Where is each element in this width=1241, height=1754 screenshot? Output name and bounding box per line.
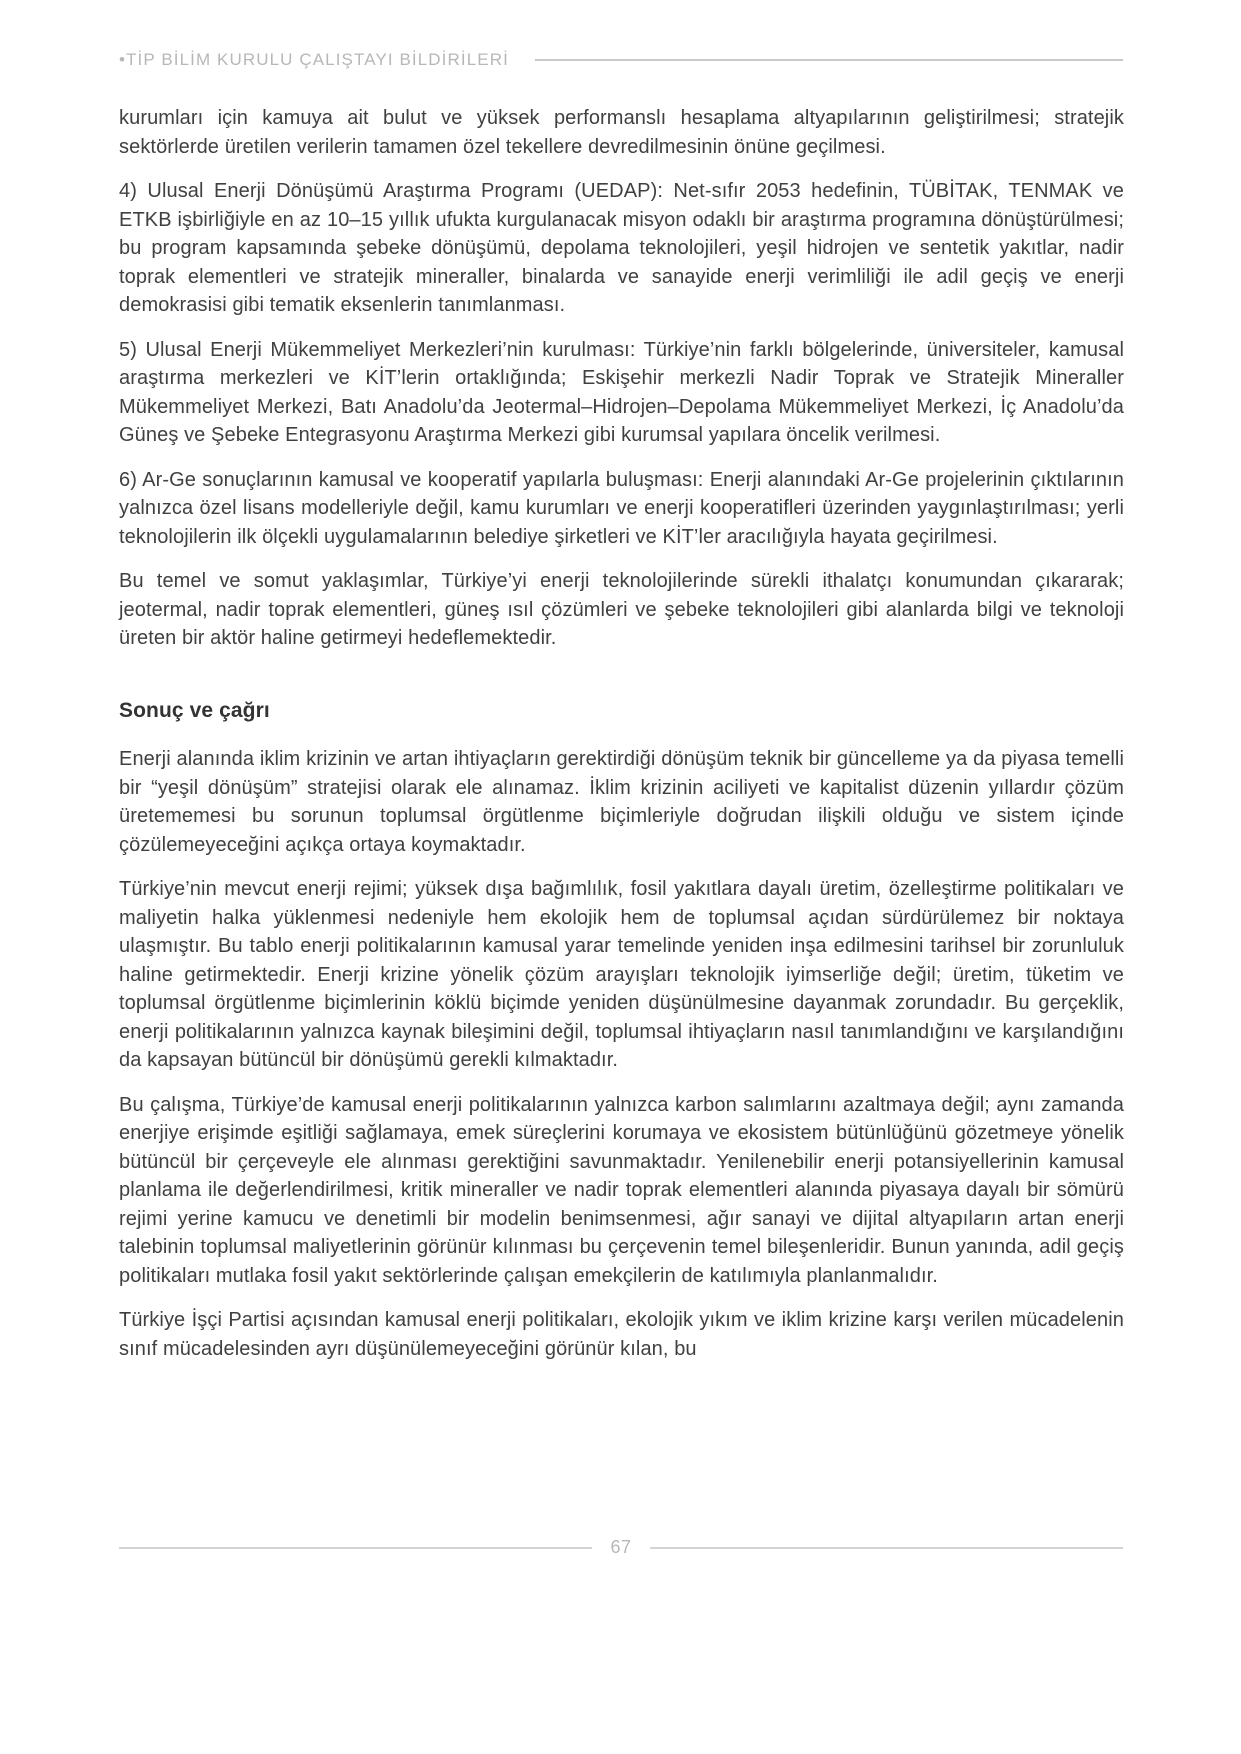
header-rule [535,59,1123,61]
paragraph-continued: kurumları için kamuya ait bulut ve yüksek performanslı hesaplama altyapılarının geliştirilmesi; stratejik sektörlerde üretilen verilerin tamamen özel tekellere devredilmesinin önüne geçilmesi. [119,107,1124,158]
paragraph-item-4: 4) Ulusal Enerji Dönüşümü Araştırma Programı (UEDAP): Net-sıfır 2053 hedefinin, TÜBİTAK, TENMAK ve ETKB işbirliğiyle en az 10–15 yıllık ufukta kurgulanacak misyon odaklı bir araştırma programına dönüştürülmesi; bu program kapsamında şebeke dönüşümü, depolama teknolojileri, yeşil hidrojen ve sentetik yakıtlar, nadir toprak elementleri ve stratejik mineraller, binalarda ve sanayide enerji verimliliği ile adil geçiş ve enerji demokrasisi gibi tematik eksenlerin tanımlanması. [119,180,1124,316]
paragraph-conclusion-2: Türkiye’nin mevcut enerji rejimi; yüksek dışa bağımlılık, fosil yakıtlara dayalı üretim, özelleştirme politikaları ve maliyetin halka yüklenmesi nedeniyle hem ekolojik hem de toplumsal açıdan sürdürülemez bir noktaya ulaşmıştır. Bu tablo enerji politikalarının kamusal yarar temelinde yeniden inşa edilmesini tarihsel bir zorunluluk haline getirmektedir. Enerji krizine yönelik çözüm arayışları teknolojik iyimserliğe değil; üretim, tüketim ve toplumsal örgütlenme biçimlerinin köklü biçimde yeniden düşünülmesine dayanmak zorundadır. Bu gerçeklik, enerji politikalarının yalnızca kaynak bileşimini değil, toplumsal ihtiyaçların nasıl tanımlandığını ve karşılandığını da kapsayan bütüncül bir dönüşümü gerekli kılmaktadır. [119,878,1124,1071]
page-footer [119,1537,1123,1558]
page-number: 67 [610,1537,632,1557]
paragraph-conclusion-4: Türkiye İşçi Partisi açısından kamusal enerji politikaları, ekolojik yıkım ve iklim krizine karşı verilen mücadelenin sınıf mücadelesinden ayrı düşünülemeyeceğini görünür kılan, bu [119,1309,1124,1360]
section-heading: Sonuç ve çağrı [119,698,270,722]
paragraph-item-5: 5) Ulusal Enerji Mükemmeliyet Merkezleri’nin kurulması: Türkiye’nin farklı bölgelerinde, üniversiteler, kamusal araştırma merkezleri ve KİT’lerin ortaklığında; Eskişehir merkezli Nadir Toprak ve Stratejik Mineraller Mükemmeliyet Merkezi, Batı Anadolu’da Jeotermal–Hidrojen–Depolama Mükemmeliyet Merkezi, İç Anadolu’da Güneş ve Şebeke Entegrasyonu Araştırma Merkezi gibi kurumsal yapılara öncelik verilmesi. [119,338,1124,446]
footer-rule-left [119,1547,592,1549]
paragraph-summary: Bu temel ve somut yaklaşımlar, Türkiye’yi enerji teknolojilerinde sürekli ithalatçı konumundan çıkararak; jeotermal, nadir toprak elementleri, güneş ısıl çözümleri ve şebeke teknolojileri gibi alanlarda bilgi ve teknoloji üreten bir aktör haline getirmeyi hedeflemektedir. [119,570,1124,649]
paragraph-conclusion-1: Enerji alanında iklim krizinin ve artan ihtiyaçların gerektirdiği dönüşüm teknik bir güncelleme ya da piyasa temelli bir “yeşil dönüşüm” stratejisi olarak ele alınamaz. İklim krizinin aciliyeti ve kapitalist düzenin yıllardır çözüm üretememesi bu sorunun toplumsal örgütlenme biçimleriyle doğrudan ilişkili olduğu ve sistem içinde çözülemeyeceğini açıkça ortaya koymaktadır. [119,748,1124,856]
page-header [119,50,1123,70]
paragraph-conclusion-3: Bu çalışma, Türkiye’de kamusal enerji politikalarının yalnızca karbon salımlarını azaltmaya değil; aynı zamanda enerjiye erişimde eşitliği sağlamaya, emek süreçlerini korumaya ve ekosistem bütünlüğünü gözetmeye yönelik bütüncül bir çerçeveyle ele alınması gerektiğini savunmaktadır. Yenilenebilir enerji potansiyellerinin kamusal planlama ile değerlendirilmesi, kritik mineraller ve nadir toprak elementleri alanında piyasaya dayalı bir sömürü rejimi yerine kamucu ve denetimli bir modelin benimsenmesi, ağır sanayi ve dijital altyapıların artan enerji talebinin toplumsal maliyetlerinin görünür kılınması bu çerçevenin temel bileşenleridir. Bunun yanında, adil geçiş politikaları mutlaka fosil yakıt sektörlerinde çalışan emekçilerin de katılımıyla planlanmalıdır. [119,1093,1124,1287]
footer-rule-right [650,1547,1123,1549]
paragraph-item-6: 6) Ar-Ge sonuçlarının kamusal ve kooperatif yapılarla buluşması: Enerji alanındaki Ar-Ge projelerinin çıktılarının yalnızca özel lisans modelleriyle değil, kamu kurumları ve enerji kooperatifleri üzerinden yaygınlaştırılması; yerli teknolojilerin ilk ölçekli uygulamalarının belediye şirketleri ve KİT’ler aracılığıyla hayata geçirilmesi. [119,468,1124,548]
page-body [119,104,1124,1379]
running-header-title: •TİP BİLİM KURULU ÇALIŞTAYI BİLDİRİLERİ [119,50,509,69]
